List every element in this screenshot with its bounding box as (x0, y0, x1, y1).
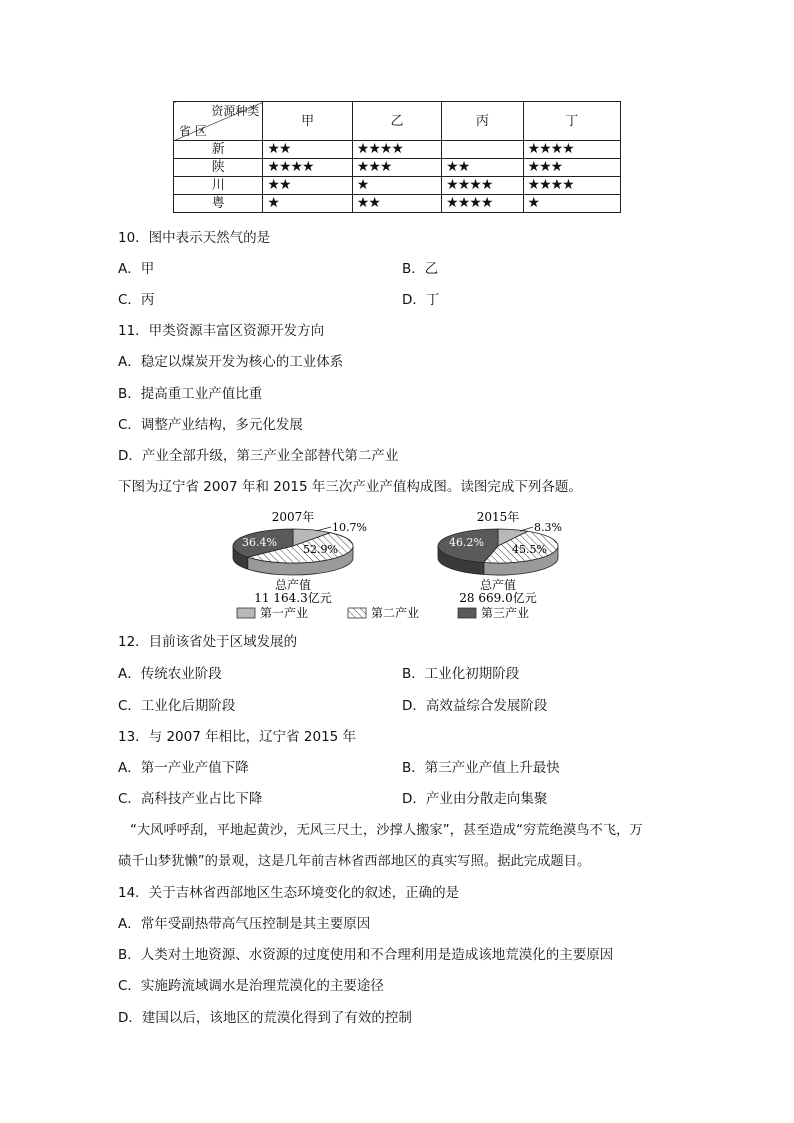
header-province: 省 区 (179, 124, 207, 138)
option-13-c[interactable]: C．高科技产业占比下降 (118, 791, 263, 807)
table-corner-cell (174, 102, 263, 141)
option-14-c[interactable]: C．实施跨流域调水是治理荒漠化的主要途径 (118, 978, 384, 994)
option-14-d[interactable]: D．建国以后，该地区的荒漠化得到了有效的控制 (118, 1010, 412, 1026)
legend-label-primary: 第一产业 (260, 606, 309, 620)
rating-cell: ★★★ (352, 159, 441, 177)
rating-cell (442, 141, 523, 159)
legend-swatch-secondary (348, 608, 366, 618)
option-13-b[interactable]: B．第三产业产值上升最快 (402, 760, 560, 776)
table-row (174, 195, 621, 213)
province-cell: 川 (174, 177, 263, 195)
column-header: 丙 (442, 102, 523, 141)
column-header: 丁 (523, 102, 620, 141)
option-12-c[interactable]: C．工业化后期阶段 (118, 698, 236, 714)
passage-line-2: 碛千山梦犹懒”的景观，这是几年前吉林省西部地区的真实写照。据此完成题目。 (118, 854, 591, 869)
rating-cell: ★★ (352, 195, 441, 213)
pie-label-2015-primary: 8.3% (534, 521, 562, 534)
rating-cell: ★★ (442, 159, 523, 177)
pie-leader-2015 (520, 527, 533, 531)
option-10-b[interactable]: B．乙 (402, 261, 439, 277)
legend-label-secondary: 第二产业 (371, 606, 420, 620)
column-header: 乙 (352, 102, 441, 141)
option-13-d[interactable]: D．产业由分散走向集聚 (402, 791, 548, 807)
table-row (174, 177, 621, 195)
province-cell: 新 (174, 141, 263, 159)
pie-label-2007-primary: 10.7% (332, 521, 367, 534)
rating-cell: ★★★★ (523, 177, 620, 195)
option-10-a[interactable]: A．甲 (118, 261, 155, 277)
pie-label-2015-secondary: 45.5% (512, 543, 547, 556)
chart-intro: 下图为辽宁省 2007 年和 2015 年三次产业产值构成图。读图完成下列各题。 (118, 479, 582, 495)
rating-cell: ★★ (263, 177, 352, 195)
table-row (174, 141, 621, 159)
legend-swatch-primary (237, 608, 255, 618)
option-10-d[interactable]: D．丁 (402, 292, 440, 308)
province-cell: 粤 (174, 195, 263, 213)
option-11-b[interactable]: B．提高重工业产值比重 (118, 386, 263, 402)
question-14-stem: 14．关于吉林省西部地区生态环境变化的叙述，正确的是 (118, 885, 460, 901)
option-11-a[interactable]: A．稳定以煤炭开发为核心的工业体系 (118, 354, 344, 370)
rating-cell: ★ (263, 195, 352, 213)
rating-cell: ★★★★ (263, 159, 352, 177)
province-cell: 陕 (174, 159, 263, 177)
pie-total-value-2007: 11 164.3亿元 (254, 591, 332, 605)
pie-title-2015: 2015年 (476, 510, 520, 524)
pie-label-2007-tertiary: 36.4% (242, 536, 277, 549)
pie-label-2015-tertiary: 46.2% (449, 536, 484, 549)
question-10-stem: 10．图中表示天然气的是 (118, 230, 271, 246)
pie-total-value-2015: 28 669.0亿元 (459, 591, 537, 605)
header-resource-type: 资源种类 (211, 104, 260, 118)
option-11-d[interactable]: D．产业全部升级，第三产业全部替代第二产业 (118, 448, 399, 464)
rating-cell: ★★ (263, 141, 352, 159)
pie-title-2007: 2007年 (271, 510, 315, 524)
table-header-row (174, 102, 621, 141)
passage-line-1: “大风呼呼刮，平地起黄沙，无风三尺土，沙撑人搬家”，甚至造成“穷荒绝漠鸟不飞，万 (130, 823, 643, 838)
option-12-d[interactable]: D．高效益综合发展阶段 (402, 698, 548, 714)
option-14-b[interactable]: B．人类对土地资源、水资源的过度使用和不合理利用是造成该地荒漠化的主要原因 (118, 947, 614, 963)
option-11-c[interactable]: C．调整产业结构，多元化发展 (118, 417, 303, 433)
rating-cell: ★★★ (523, 159, 620, 177)
pie-label-2007-secondary: 52.9% (303, 543, 338, 556)
industry-structure-pie-charts (200, 505, 600, 623)
option-14-a[interactable]: A．常年受副热带高气压控制是其主要原因 (118, 916, 371, 932)
option-12-b[interactable]: B．工业化初期阶段 (402, 666, 520, 682)
pie-leader-2007 (316, 527, 331, 531)
rating-cell: ★★★★ (442, 195, 523, 213)
question-12-stem: 12．目前该省处于区域发展的 (118, 634, 298, 650)
question-11-stem: 11．甲类资源丰富区资源开发方向 (118, 323, 325, 339)
table-row (174, 159, 621, 177)
rating-cell: ★ (523, 195, 620, 213)
option-10-c[interactable]: C．丙 (118, 292, 155, 308)
resource-table (173, 101, 621, 213)
pie-total-label-2007: 总产值 (274, 578, 312, 592)
legend-label-tertiary: 第三产业 (481, 606, 530, 620)
option-12-a[interactable]: A．传统农业阶段 (118, 666, 222, 682)
rating-cell: ★★★★ (352, 141, 441, 159)
option-13-a[interactable]: A．第一产业产值下降 (118, 760, 249, 776)
legend-swatch-tertiary (458, 608, 476, 618)
question-13-stem: 13．与 2007 年相比，辽宁省 2015 年 (118, 729, 357, 745)
rating-cell: ★★★★ (523, 141, 620, 159)
pie-total-label-2015: 总产值 (479, 578, 517, 592)
rating-cell: ★ (352, 177, 441, 195)
rating-cell: ★★★★ (442, 177, 523, 195)
column-header: 甲 (263, 102, 352, 141)
